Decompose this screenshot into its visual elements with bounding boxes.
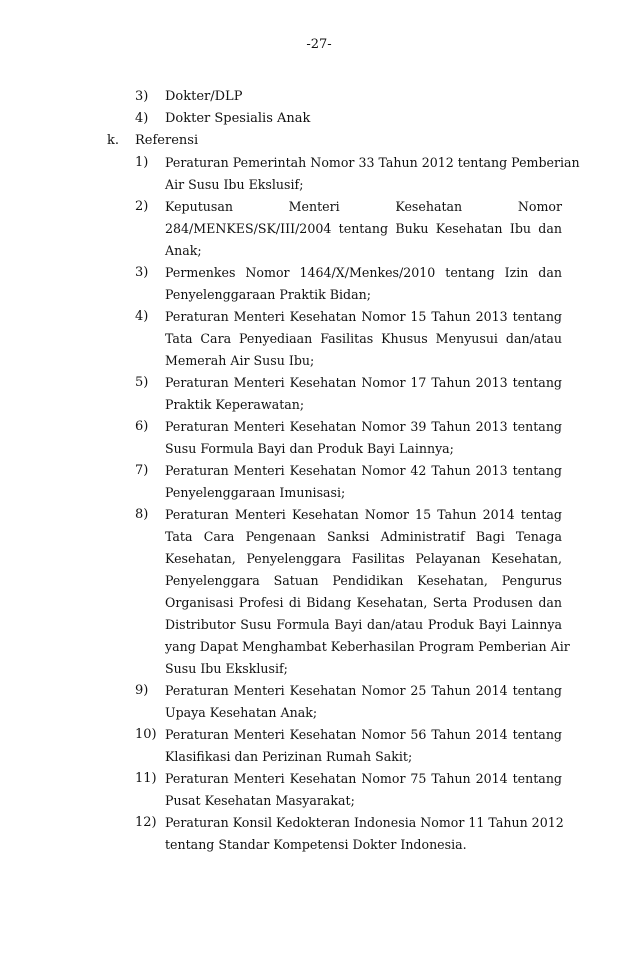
reference-number: 7): [135, 463, 149, 478]
reference-line: Praktik Keperawatan;: [165, 397, 305, 412]
reference-line: Permenkes Nomor 1464/X/Menkes/2010 tentang Izin dan: [165, 265, 562, 280]
reference-item: [0, 416, 638, 460]
reference-text: [165, 262, 562, 306]
reference-line: Susu Formula Bayi dan Produk Bayi Lainnya;: [165, 441, 454, 456]
reference-line: Tata Cara Pengenaan Sanksi Administratif Bagi Tenaga: [165, 529, 562, 544]
page-number: -27-: [306, 37, 332, 52]
item-text: Dokter/DLP: [165, 89, 243, 104]
reference-number: 11): [135, 771, 157, 786]
list-item: [0, 108, 638, 130]
reference-item: [0, 812, 638, 856]
reference-number: 12): [135, 815, 157, 830]
reference-line: Distributor Susu Formula Bayi dan/atau Produk Bayi Lainnya: [165, 617, 562, 632]
reference-text: [165, 680, 562, 724]
reference-text: [165, 724, 562, 768]
reference-line: Peraturan Menteri Kesehatan Nomor 25 Tahun 2014 tentang: [165, 683, 562, 698]
section-letter: k.: [107, 133, 120, 148]
reference-line: tentang Standar Kompetensi Dokter Indonesia.: [165, 837, 467, 852]
reference-line: Klasifikasi dan Perizinan Rumah Sakit;: [165, 749, 413, 764]
reference-number: 6): [135, 419, 149, 434]
reference-item: [0, 262, 638, 306]
reference-text: [165, 372, 562, 416]
reference-item: [0, 152, 638, 196]
reference-number: 4): [135, 309, 149, 324]
reference-line: Upaya Kesehatan Anak;: [165, 705, 318, 720]
reference-text: [165, 812, 562, 856]
reference-number: 1): [135, 155, 149, 170]
reference-line: Peraturan Menteri Kesehatan Nomor 56 Tahun 2014 tentang: [165, 727, 562, 742]
reference-line: Peraturan Menteri Kesehatan Nomor 17 Tahun 2013 tentang: [165, 375, 562, 390]
reference-line: Peraturan Pemerintah Nomor 33 Tahun 2012 tentang Pemberian: [165, 155, 580, 170]
section-title: Referensi: [135, 133, 199, 148]
reference-line: Penyelenggaraan Imunisasi;: [165, 485, 346, 500]
reference-line: Tata Cara Penyediaan Fasilitas Khusus Menyusui dan/atau: [165, 331, 562, 346]
reference-text: [165, 504, 570, 680]
reference-list: [0, 152, 638, 856]
reference-text: [165, 196, 562, 262]
reference-line: Peraturan Menteri Kesehatan Nomor 15 Tahun 2013 tentang: [165, 309, 562, 324]
reference-number: 10): [135, 727, 157, 742]
reference-text: [165, 152, 580, 196]
document-body: [0, 86, 638, 856]
reference-text: [165, 768, 562, 812]
reference-item: [0, 724, 638, 768]
reference-number: 9): [135, 683, 149, 698]
reference-number: 5): [135, 375, 149, 390]
reference-line: Susu Ibu Eksklusif;: [165, 661, 288, 676]
reference-item: [0, 768, 638, 812]
reference-item: [0, 196, 638, 262]
reference-item: [0, 306, 638, 372]
reference-line: Memerah Air Susu Ibu;: [165, 353, 315, 368]
reference-line: Peraturan Menteri Kesehatan Nomor 39 Tahun 2013 tentang: [165, 419, 562, 434]
reference-line: Organisasi Profesi di Bidang Kesehatan, Serta Produsen dan: [165, 595, 562, 610]
reference-line: Anak;: [165, 243, 202, 258]
reference-line: Air Susu Ibu Ekslusif;: [165, 177, 304, 192]
reference-line: 284/MENKES/SK/III/2004 tentang Buku Kesehatan Ibu dan: [165, 221, 562, 236]
reference-item: [0, 460, 638, 504]
item-number: 4): [135, 111, 149, 126]
reference-item: [0, 504, 638, 680]
reference-line: Peraturan Konsil Kedokteran Indonesia Nomor 11 Tahun 2012: [165, 815, 564, 830]
reference-text: [165, 416, 562, 460]
reference-line: Keputusan Menteri Kesehatan Nomor: [165, 199, 562, 214]
reference-line: Peraturan Menteri Kesehatan Nomor 15 Tahun 2014 tentag: [165, 507, 562, 522]
section-heading: [0, 130, 638, 152]
reference-line: Peraturan Menteri Kesehatan Nomor 42 Tahun 2013 tentang: [165, 463, 562, 478]
reference-text: [165, 460, 562, 504]
reference-text: [165, 306, 562, 372]
reference-line: yang Dapat Menghambat Keberhasilan Program Pemberian Air: [165, 639, 570, 654]
list-item: [0, 86, 638, 108]
reference-line: Penyelenggaraan Praktik Bidan;: [165, 287, 371, 302]
reference-line: Kesehatan, Penyelenggara Fasilitas Pelayanan Kesehatan,: [165, 551, 562, 566]
reference-line: Peraturan Menteri Kesehatan Nomor 75 Tahun 2014 tentang: [165, 771, 562, 786]
reference-line: Pusat Kesehatan Masyarakat;: [165, 793, 355, 808]
reference-line: Penyelenggara Satuan Pendidikan Kesehatan, Pengurus: [165, 573, 562, 588]
reference-item: [0, 680, 638, 724]
item-number: 3): [135, 89, 149, 104]
reference-item: [0, 372, 638, 416]
reference-number: 2): [135, 199, 149, 214]
reference-number: 3): [135, 265, 149, 280]
reference-number: 8): [135, 507, 149, 522]
item-text: Dokter Spesialis Anak: [165, 111, 311, 126]
